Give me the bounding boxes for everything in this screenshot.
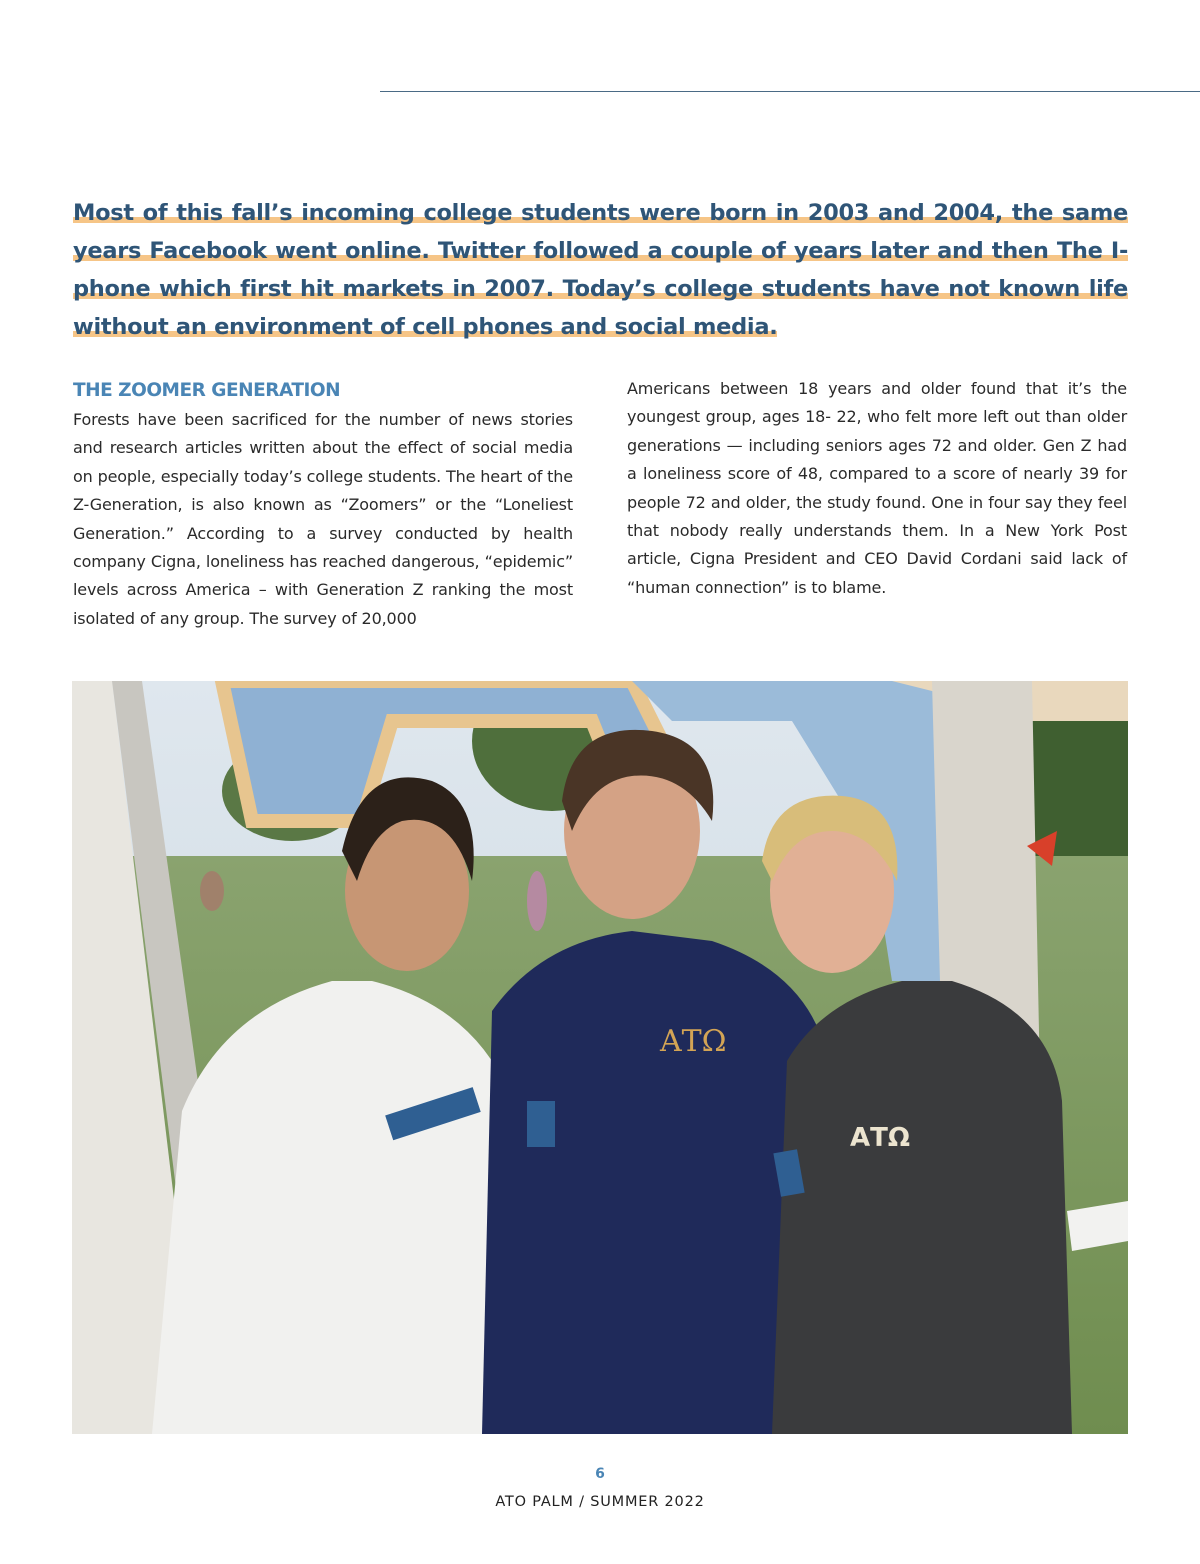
- article-body-left: Forests have been sacrificed for the number of news stories and research articles written about the effect of social media on people, especially today’s college students. The heart of the Z-Generation, is also known as “Zoomers” or the “Loneliest Generation.” According to a survey conducted by health company Cigna, loneliness has reached dangerous, “epidemic” levels across America – with Generation Z ranking the most isolated of any group. The survey of 20,000: [73, 410, 573, 628]
- page-number: 6: [595, 1466, 605, 1482]
- group-photo: [72, 681, 1128, 1434]
- shirt-logo-right: ΑΤΩ: [850, 1123, 910, 1153]
- article-body-right: Americans between 18 years and older found that it’s the youngest group, ages 18- 22, who felt more left out than older generations — including seniors ages 72 and older. Gen Z had a loneliness score of 48, compared to a score of nearly 39 for people 72 and older, the study found. One in four say they feel that nobody really understands them. In a New York Post article, Cigna President and CEO David Cordani said lack of “human connection” is to blame.: [627, 379, 1127, 597]
- section-heading: THE ZOOMER GENERATION: [73, 380, 341, 401]
- shirt-logo-center: ΑΤΩ: [660, 1024, 727, 1059]
- publication-footer: ATO PALM / SUMMER 2022: [495, 1494, 705, 1510]
- pull-quote: [73, 194, 1128, 346]
- article-column-left: [73, 377, 573, 633]
- group-photo-illustration: [72, 681, 1128, 1434]
- top-rule: [380, 91, 1200, 92]
- pull-quote-text: Most of this fall’s incoming college students were born in 2003 and 2004, the same years Facebook went online. Twitter followed a couple of years later and then The I-phone which first hit markets in 2007. Today’s college students have not known life without an environment of cell phones and social media.: [73, 200, 1128, 340]
- name-tag-center: [527, 1101, 555, 1147]
- article-column-right: [627, 375, 1127, 602]
